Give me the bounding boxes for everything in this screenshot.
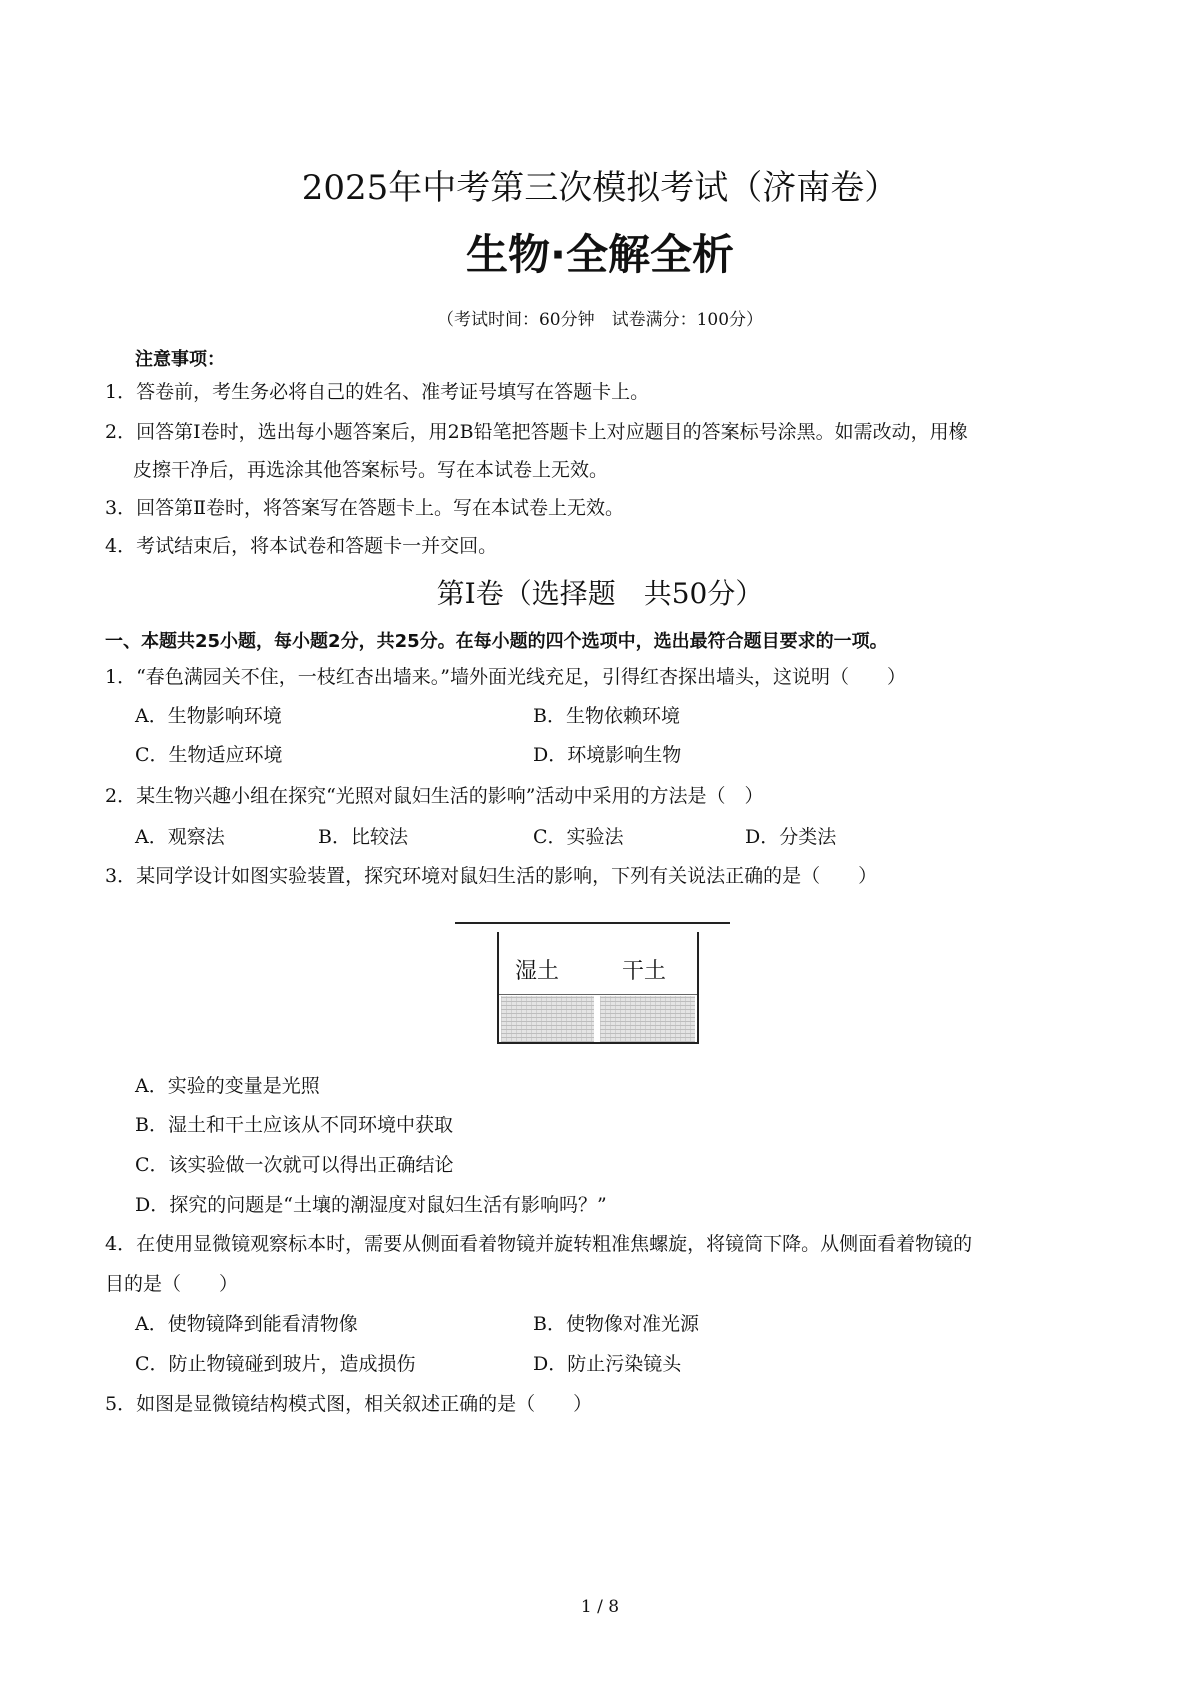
question-1-option-a: A．生物影响环境 (135, 705, 282, 727)
question-2-option-c: C．实验法 (533, 826, 624, 848)
exam-subtitle: 生物·全解全析 (466, 230, 734, 279)
question-1-option-d: D．环境影响生物 (533, 744, 682, 766)
section-title: 第Ⅰ卷（选择题 共50分） (436, 577, 764, 610)
wet-soil-label: 湿土 (515, 959, 560, 984)
question-2-option-b: B．比较法 (318, 826, 408, 848)
notice-item-continued: 皮擦干净后，再选涂其他答案标号。写在本试卷上无效。 (133, 459, 609, 481)
notice-item: 1．答卷前，考生务必将自己的姓名、准考证号填写在答题卡上。 (105, 381, 650, 403)
question-1-option-b: B．生物依赖环境 (533, 705, 680, 727)
section-intro: 一、本题共25小题，每小题2分，共25分。在每小题的四个选项中，选出最符合题目要求的一项。 (105, 631, 888, 652)
question-5-stem: 5．如图是显微镜结构模式图，相关叙述正确的是（ ） (105, 1393, 593, 1415)
question-3-option-a: A．实验的变量是光照 (135, 1075, 320, 1097)
apparatus-lid (455, 922, 730, 924)
question-4-option-d: D．防止污染镜头 (533, 1353, 682, 1375)
dry-soil-label: 干土 (622, 959, 667, 984)
notice-heading: 注意事项： (135, 349, 225, 370)
question-4-option-c: C．防止物镜碰到玻片，造成损伤 (135, 1353, 416, 1375)
soil-surface-line (499, 994, 697, 995)
experiment-apparatus-figure (455, 922, 730, 1044)
question-3-stem: 3．某同学设计如图实验装置，探究环境对鼠妇生活的影响，下列有关说法正确的是（ ） (105, 865, 878, 887)
notice-item: 3．回答第Ⅱ卷时，将答案写在答题卡上。写在本试卷上无效。 (105, 497, 625, 519)
question-3-option-b: B．湿土和干土应该从不同环境中获取 (135, 1114, 453, 1136)
question-2-option-a: A．观察法 (135, 826, 225, 848)
question-1-option-c: C．生物适应环境 (135, 744, 283, 766)
exam-title: 2025年中考第三次模拟考试（济南卷） (301, 168, 899, 208)
question-2-stem: 2．某生物兴趣小组在探究“光照对鼠妇生活的影响”活动中采用的方法是（ ） (105, 785, 764, 807)
dry-soil-area (600, 996, 695, 1042)
wet-soil-area (501, 996, 594, 1042)
question-4-option-a: A．使物镜降到能看清物像 (135, 1313, 358, 1335)
notice-item: 4．考试结束后，将本试卷和答题卡一并交回。 (105, 535, 498, 557)
page-number: 1 / 8 (580, 1597, 620, 1617)
exam-info: （考试时间：60分钟 试卷满分：100分） (436, 310, 764, 330)
question-4-stem: 4．在使用显微镜观察标本时，需要从侧面看着物镜并旋转粗准焦螺旋，将镜筒下降。从侧面看着物镜的 (105, 1233, 973, 1255)
question-3-option-c: C．该实验做一次就可以得出正确结论 (135, 1154, 454, 1176)
question-4-option-b: B．使物像对准光源 (533, 1313, 699, 1335)
question-3-option-d: D．探究的问题是“土壤的潮湿度对鼠妇生活有影响吗？” (135, 1194, 607, 1216)
question-1-stem: 1．“春色满园关不住，一枝红杏出墙来。”墙外面光线充足，引得红杏探出墙头，这说明（ ） (105, 666, 907, 688)
notice-item: 2．回答第Ⅰ卷时，选出每小题答案后，用2B铅笔把答题卡上对应题目的答案标号涂黑。如需改动，用橡 (105, 421, 968, 443)
question-2-option-d: D．分类法 (745, 826, 837, 848)
question-4-stem-continued: 目的是（ ） (105, 1273, 239, 1295)
apparatus-container (497, 932, 699, 1044)
